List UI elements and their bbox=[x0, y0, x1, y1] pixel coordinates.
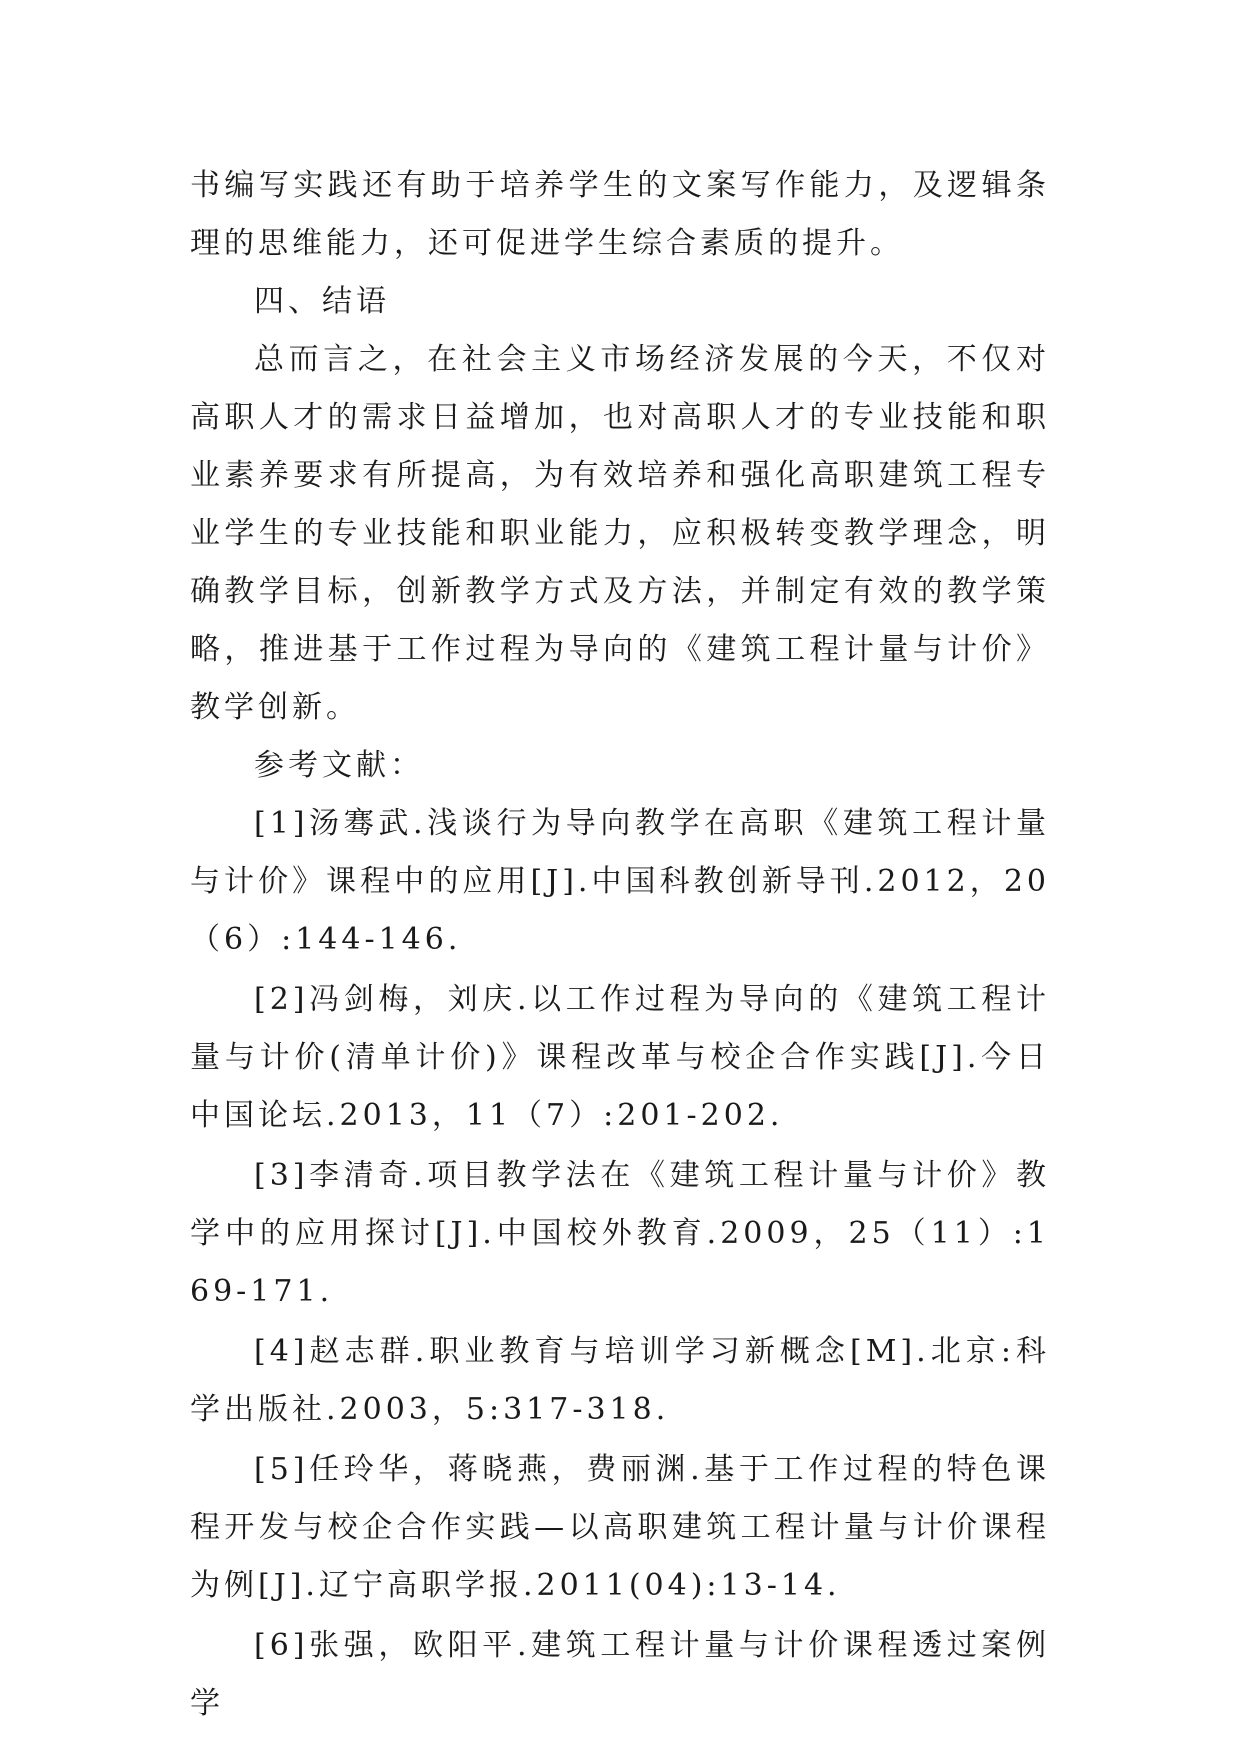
reference-item: [6]张强，欧阳平.建筑工程计量与计价课程透过案例学 bbox=[190, 1628, 1050, 1721]
reference-item: [2]冯剑梅，刘庆.以工作过程为导向的《建筑工程计量与计价(清单计价)》课程改革与校企合作实践[J].今日中国论坛.2013，11（7）:201-202. bbox=[190, 982, 1050, 1133]
paragraph-continuation: 书编写实践还有助于培养学生的文案写作能力，及逻辑条理的思维能力，还可促进学生综合素质的提升。 bbox=[190, 168, 1050, 261]
section-heading-conclusion: 四、结语 bbox=[254, 284, 390, 319]
reference-item: [3]李清奇.项目教学法在《建筑工程计量与计价》教学中的应用探讨[J].中国校外教育.2009，25（11）:169-171. bbox=[190, 1158, 1050, 1309]
paragraph-conclusion: 总而言之，在社会主义市场经济发展的今天，不仅对高职人才的需求日益增加，也对高职人才的专业技能和职业素养要求有所提高，为有效培养和强化高职建筑工程专业学生的专业技能和职业能力，应积极转变教学理念，明确教学目标，创新教学方式及方法，并制定有效的教学策略，推进基于工作过程为导向的《建筑工程计量与计价》教学创新。 bbox=[190, 342, 1050, 725]
reference-item: [5]任玲华，蒋晓燕，费丽渊.基于工作过程的特色课程开发与校企合作实践—以高职建筑工程计量与计价课程为例[J].辽宁高职学报.2011(04):13-14. bbox=[190, 1452, 1050, 1603]
reference-item: [4]赵志群.职业教育与培训学习新概念[M].北京:科学出版社.2003，5:317-318. bbox=[190, 1334, 1050, 1427]
reference-item: [1]汤骞武.浅谈行为导向教学在高职《建筑工程计量与计价》课程中的应用[J].中国科教创新导刊.2012，20（6）:144-146. bbox=[190, 806, 1050, 957]
document-body bbox=[190, 157, 1050, 1735]
references-heading: 参考文献： bbox=[254, 748, 424, 783]
